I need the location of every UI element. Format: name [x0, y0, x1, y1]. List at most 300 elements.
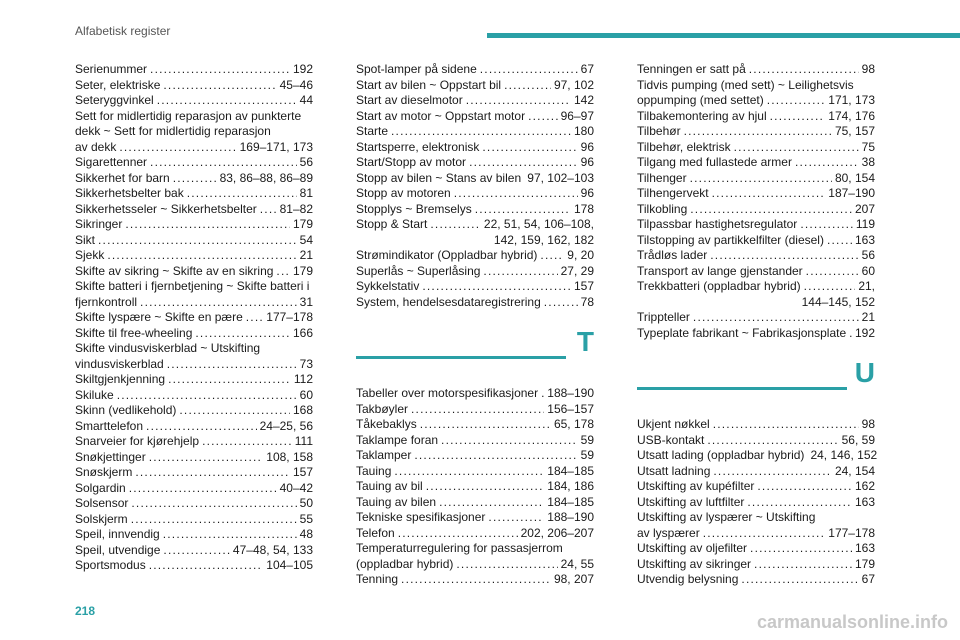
entry-pages: 184–185 — [547, 494, 594, 509]
header-accent-bar — [487, 33, 960, 38]
dot-leader — [504, 78, 551, 94]
dot-leader — [454, 186, 578, 202]
index-entry — [356, 386, 594, 402]
entry-label: Speil, utvendige — [75, 542, 161, 557]
entry-pages: 50 — [299, 496, 313, 510]
index-entry-main — [75, 217, 313, 233]
index-entry-line — [637, 510, 875, 526]
entry-label: Taklampe foran — [356, 432, 439, 447]
index-entry — [75, 171, 313, 187]
index-entry — [637, 202, 875, 218]
dot-leader — [131, 496, 296, 512]
index-entry — [75, 217, 313, 233]
entry-text: Skifte batteri i fjernbetjening ~ Skifte batteri i — [75, 279, 310, 293]
dot-leader — [135, 465, 290, 481]
entry-label: vindusviskerblad — [75, 356, 164, 371]
index-entry — [75, 527, 313, 543]
entry-label: Utsatt lading (oppladbar hybrid) — [637, 448, 805, 462]
index-entry — [637, 448, 878, 464]
entry-label: Sikringer — [75, 217, 123, 231]
entry-label: Skinn (vedlikehold) — [75, 403, 177, 417]
entry-pages: 22, 51, 54, 106–108, — [483, 217, 594, 231]
entry-text: Skifte vindusviskerblad ~ Utskifting — [75, 341, 261, 355]
dot-leader — [163, 527, 297, 543]
dot-leader — [119, 140, 236, 156]
index-entry-main — [75, 527, 313, 543]
index-entry-main — [75, 357, 313, 373]
index-entry — [356, 171, 594, 187]
index-entry — [356, 124, 594, 140]
index-entry-main — [356, 417, 594, 433]
dot-leader — [167, 357, 297, 373]
entry-pages: 177–178 — [266, 310, 313, 324]
entry-label: Trippteller — [637, 310, 690, 324]
index-entry — [356, 295, 594, 311]
index-entry — [75, 248, 313, 264]
entry-pages: 179 — [854, 556, 875, 571]
index-entry-main — [637, 202, 875, 218]
index-entry — [356, 417, 594, 433]
entry-label: Transport av lange gjenstander — [637, 263, 803, 278]
entry-pages: 192 — [854, 325, 875, 340]
entry-pages: 78 — [580, 294, 594, 309]
dot-leader — [795, 155, 859, 171]
entry-text: Temperaturregulering for passasjerrom — [356, 541, 563, 555]
entry-label: Typeplate fabrikant ~ Fabrikasjonsplate — [637, 325, 847, 340]
index-entry-main — [637, 217, 875, 233]
index-entry — [637, 109, 875, 125]
index-entry — [356, 186, 594, 202]
index-entry-main — [356, 557, 594, 573]
index-entry — [637, 495, 875, 511]
index-entry — [75, 450, 313, 466]
index-entry-main — [75, 434, 313, 450]
entry-label: Serienummer — [75, 62, 148, 76]
dot-leader — [483, 264, 557, 280]
entry-pages: 171, 173 — [828, 93, 875, 107]
entry-pages: 24, 55 — [560, 556, 594, 571]
entry-pages: 188–190 — [547, 510, 594, 524]
entry-label: Utskifting av kupéfilter — [637, 479, 755, 493]
entry-label: Tabeller over motorspesifikasjoner — [356, 386, 539, 400]
entry-label: Tenning — [356, 572, 399, 586]
dot-leader — [713, 417, 859, 433]
index-entry-main — [75, 264, 313, 280]
entry-label: Tilbakemontering av hjul — [637, 108, 767, 123]
entry-label: Sikt — [75, 232, 96, 247]
index-entry-main — [75, 372, 313, 388]
entry-pages: 163 — [854, 494, 875, 509]
index-entry-main — [356, 295, 594, 311]
index-entry — [75, 419, 313, 435]
index-entry — [75, 372, 313, 388]
index-entry — [75, 186, 313, 202]
entry-pages: 156–157 — [547, 401, 594, 416]
entry-label: Tilbehør, elektrisk — [637, 139, 731, 154]
entry-text: Tidvis pumping (med sett) ~ Leilighetsvis — [637, 77, 854, 92]
index-entry-line — [75, 341, 313, 357]
index-entry — [356, 78, 594, 94]
index-column-2 — [356, 62, 594, 588]
entry-label: (oppladbar hybrid) — [356, 556, 454, 571]
entry-pages: 96 — [580, 139, 594, 154]
index-entry — [637, 248, 875, 264]
index-entry-main — [637, 541, 875, 557]
index-entry-main — [356, 526, 594, 542]
index-entry — [637, 217, 875, 233]
entry-pages: 157 — [573, 279, 594, 293]
index-entry-main — [356, 248, 594, 264]
index-entry — [356, 279, 594, 295]
entry-label: Utskifting av sikringer — [637, 556, 752, 571]
entry-pages: 21 — [861, 310, 875, 324]
entry-label: Trekkbatteri (oppladbar hybrid) — [637, 279, 801, 293]
entry-label: Utvendig belysning — [637, 572, 739, 586]
dot-leader — [541, 386, 544, 402]
entry-text: dekk ~ Sett for midlertidig reparasjon — [75, 124, 271, 138]
index-entry-main — [356, 186, 594, 202]
entry-text: Utskifting av lyspærer ~ Utskifting — [637, 510, 816, 524]
entry-pages: 31 — [299, 294, 313, 309]
dot-leader — [168, 372, 291, 388]
entry-pages: 98 — [861, 62, 875, 76]
dot-leader — [398, 526, 518, 542]
index-entry-line — [356, 541, 594, 557]
entry-label: Snøkjettinger — [75, 449, 146, 464]
section-divider-line — [637, 387, 847, 390]
entry-pages: 56, 59 — [841, 432, 875, 447]
index-entry-main — [75, 93, 313, 109]
entry-label: Tilstopping av partikkelfilter (diesel) — [637, 232, 824, 247]
index-entry — [356, 448, 594, 464]
index-entry-main — [637, 479, 875, 495]
entry-label: av lyspærer — [637, 525, 700, 540]
dot-leader — [480, 62, 578, 78]
dot-leader — [107, 248, 296, 264]
dot-leader — [117, 388, 297, 404]
index-column-1 — [75, 62, 313, 574]
index-entry — [356, 248, 594, 264]
index-entry — [637, 326, 875, 342]
entry-label: Stopp av bilen ~ Stans av bilen — [356, 170, 522, 185]
entry-label: Tilbehør — [637, 124, 681, 138]
index-entry — [356, 217, 594, 248]
entry-pages: 96 — [580, 155, 594, 169]
dot-leader — [260, 202, 277, 218]
entry-label: Sikkerhetsbelter bak — [75, 186, 184, 200]
index-entry — [75, 93, 313, 109]
index-entry-main — [637, 526, 875, 542]
entry-label: Tauing — [356, 463, 392, 478]
dot-leader — [528, 109, 558, 125]
entry-pages: 168 — [292, 403, 313, 417]
dot-leader — [482, 140, 577, 156]
entry-pages: 21 — [299, 248, 313, 262]
entry-pages: 98 — [861, 417, 875, 431]
index-entry — [356, 140, 594, 156]
dot-leader — [411, 402, 544, 418]
entry-pages: 187–190 — [828, 186, 875, 200]
entry-label: av dekk — [75, 139, 117, 154]
entry-label: Tåkebaklys — [356, 417, 417, 431]
dot-leader — [129, 481, 277, 497]
index-entry — [637, 541, 875, 557]
entry-label: Strømindikator (Oppladbar hybrid) — [356, 248, 538, 262]
entry-pages: 207 — [854, 201, 875, 216]
entry-label: Stopp av motoren — [356, 186, 451, 200]
dot-leader — [806, 264, 859, 280]
entry-pages: 174, 176 — [828, 108, 875, 123]
index-column-3 — [637, 62, 878, 588]
index-entry-main — [356, 464, 594, 480]
index-entry-main — [637, 109, 875, 125]
index-entry-main — [75, 62, 313, 78]
index-entry — [356, 541, 594, 572]
entry-pages: 73 — [299, 356, 313, 371]
entry-label: Sjekk — [75, 248, 105, 262]
dot-leader — [391, 124, 571, 140]
entry-pages: 21, — [858, 279, 875, 293]
index-entry — [75, 78, 313, 94]
entry-label: Skifte til free-wheeling — [75, 325, 193, 340]
index-entry-main — [356, 202, 594, 218]
dot-leader — [420, 417, 551, 433]
index-entry-line — [637, 78, 875, 94]
index-entry-main — [356, 279, 594, 295]
dot-leader — [849, 326, 852, 342]
index-entry — [356, 155, 594, 171]
entry-label: Starte — [356, 124, 389, 138]
dot-leader — [767, 93, 826, 109]
entry-pages: 38 — [861, 155, 875, 169]
index-entry-main — [356, 217, 594, 233]
index-entry — [356, 479, 594, 495]
index-entry — [637, 479, 875, 495]
dot-leader — [540, 248, 564, 264]
index-entry — [637, 124, 875, 140]
entry-pages: 24, 154 — [834, 463, 875, 478]
entry-label: Ukjent nøkkel — [637, 417, 710, 431]
index-entry — [75, 434, 313, 450]
dot-leader — [747, 495, 852, 511]
index-entry-main — [75, 186, 313, 202]
index-entry-main — [356, 433, 594, 449]
index-entry-main — [637, 433, 875, 449]
index-entry — [637, 62, 875, 78]
entry-pages: 59 — [580, 448, 594, 462]
dot-leader — [414, 448, 577, 464]
index-entry — [637, 171, 875, 187]
dot-leader — [710, 248, 858, 264]
index-entry — [356, 526, 594, 542]
index-entry-main — [75, 78, 313, 94]
entry-pages: 112 — [293, 372, 313, 386]
entry-pages: 97, 102 — [553, 77, 594, 92]
entry-label: USB-kontakt — [637, 432, 705, 447]
index-entry — [637, 264, 875, 280]
entry-pages: 192 — [292, 62, 313, 76]
entry-pages: 56 — [861, 248, 875, 262]
index-entry — [637, 433, 875, 449]
entry-pages: 80, 154 — [834, 170, 875, 185]
dot-leader — [131, 512, 297, 528]
index-entry — [637, 510, 875, 541]
dot-leader — [422, 279, 571, 295]
dot-leader — [276, 264, 290, 280]
index-entry — [637, 310, 875, 326]
index-entry — [75, 233, 313, 249]
index-entry-main — [637, 171, 875, 187]
index-entry — [637, 279, 875, 310]
index-entry-main — [75, 310, 313, 326]
dot-leader — [163, 78, 276, 94]
dot-leader — [544, 295, 578, 311]
entry-pages: 104–105 — [266, 558, 313, 572]
index-entry-main — [356, 495, 594, 511]
dot-leader — [684, 124, 832, 140]
dot-leader — [804, 279, 856, 295]
dot-leader — [150, 62, 290, 78]
entry-label: Snarveier for kjørehjelp — [75, 434, 200, 448]
entry-pages: 27, 29 — [560, 263, 594, 278]
index-entry-main — [637, 448, 878, 464]
index-entry-main — [637, 155, 875, 171]
entry-pages: 163 — [854, 541, 875, 555]
index-entry — [356, 572, 594, 588]
index-entry — [637, 233, 875, 249]
entry-pages: 54 — [299, 232, 313, 247]
index-entry — [356, 433, 594, 449]
entry-label: fjernkontroll — [75, 294, 138, 309]
entry-pages: 9, 20 — [567, 248, 594, 262]
index-entry-main — [637, 464, 875, 480]
index-entry — [75, 558, 313, 574]
dot-leader — [149, 558, 264, 574]
dot-leader — [140, 295, 297, 311]
index-entry — [75, 279, 313, 310]
dot-leader — [456, 557, 557, 573]
index-entry — [637, 572, 875, 588]
index-entry-main — [637, 124, 875, 140]
dot-leader — [750, 541, 852, 557]
index-entry — [356, 93, 594, 109]
index-entry-main — [356, 171, 594, 187]
entry-pages: 45–46 — [279, 77, 313, 92]
dot-leader — [157, 93, 297, 109]
dot-leader — [690, 171, 832, 187]
index-entry — [75, 62, 313, 78]
dot-leader — [149, 450, 264, 466]
dot-leader — [441, 433, 578, 449]
index-entry-main — [637, 93, 875, 109]
index-entry-main — [75, 450, 313, 466]
index-entry — [75, 310, 313, 326]
index-entry — [637, 417, 875, 433]
entry-label: Tilgang med fullastede armer — [637, 155, 792, 169]
entry-pages: 98, 207 — [553, 572, 594, 586]
index-entry-main — [356, 124, 594, 140]
index-entry — [637, 186, 875, 202]
index-entry-main — [637, 417, 875, 433]
index-entry-main — [75, 496, 313, 512]
entry-label: System, hendelsesdataregistrering — [356, 294, 541, 309]
entry-pages: 177–178 — [828, 525, 875, 540]
entry-pages: 56 — [299, 155, 313, 169]
entry-label: Solskjerm — [75, 511, 128, 526]
index-entry-main — [637, 140, 875, 156]
index-entry-line — [75, 124, 313, 140]
index-entry-main — [637, 495, 875, 511]
dot-leader — [693, 310, 859, 326]
dot-leader — [754, 557, 852, 573]
entry-label: Tauing av bil — [356, 479, 423, 493]
entry-pages: 24, 146, 152 — [810, 448, 878, 462]
entry-label: Takbøyler — [356, 401, 409, 416]
index-entry — [356, 202, 594, 218]
entry-label: Utskifting av luftfilter — [637, 494, 745, 509]
dot-leader — [146, 419, 257, 435]
dot-leader — [488, 510, 544, 526]
index-entry — [637, 464, 875, 480]
index-entry — [75, 326, 313, 342]
index-entry — [75, 109, 313, 156]
index-entry-main — [356, 93, 594, 109]
dot-leader — [475, 202, 571, 218]
entry-pages: 40–42 — [279, 480, 313, 495]
entry-pages-continued: 142, 159, 162, 182 — [493, 232, 594, 247]
index-entry-main — [637, 572, 875, 588]
dot-leader — [800, 217, 853, 233]
entry-pages: 67 — [580, 62, 594, 76]
dot-leader — [163, 543, 230, 559]
index-entry-main — [637, 326, 875, 342]
index-entry — [75, 496, 313, 512]
index-entry-main — [637, 557, 875, 573]
index-entry-main — [637, 279, 875, 295]
section-letter: U — [854, 357, 875, 388]
dot-leader — [179, 403, 290, 419]
entry-label: Start/Stopp av motor — [356, 155, 467, 169]
index-entry-main — [356, 386, 594, 402]
entry-pages: 162 — [854, 479, 875, 493]
index-entry-main — [356, 510, 594, 526]
index-entry-main — [356, 62, 594, 78]
entry-pages: 108, 158 — [266, 449, 313, 464]
entry-pages: 75, 157 — [834, 124, 875, 138]
entry-label: Taklamper — [356, 448, 412, 462]
dot-leader — [439, 495, 544, 511]
entry-label: Tilpassbar hastighetsregulator — [637, 217, 798, 231]
index-entry-main — [75, 326, 313, 342]
entry-label: Stopp & Start — [356, 217, 428, 231]
index-entry — [356, 264, 594, 280]
entry-label: Spot-lamper på sidene — [356, 62, 477, 76]
entry-pages: 75 — [861, 139, 875, 154]
dot-leader — [757, 479, 852, 495]
dot-leader — [734, 140, 859, 156]
entry-pages: 83, 86–88, 86–89 — [219, 170, 313, 185]
entry-label: Sigarettenner — [75, 155, 148, 169]
entry-pages: 24–25, 56 — [259, 418, 313, 433]
dot-leader — [202, 434, 292, 450]
index-entry — [637, 140, 875, 156]
index-entry — [75, 388, 313, 404]
section-divider — [356, 316, 594, 386]
entry-label: Speil, innvendig — [75, 527, 160, 541]
index-entry-main — [75, 171, 313, 187]
entry-pages: 184–185 — [547, 463, 594, 478]
entry-pages: 142 — [573, 93, 594, 107]
